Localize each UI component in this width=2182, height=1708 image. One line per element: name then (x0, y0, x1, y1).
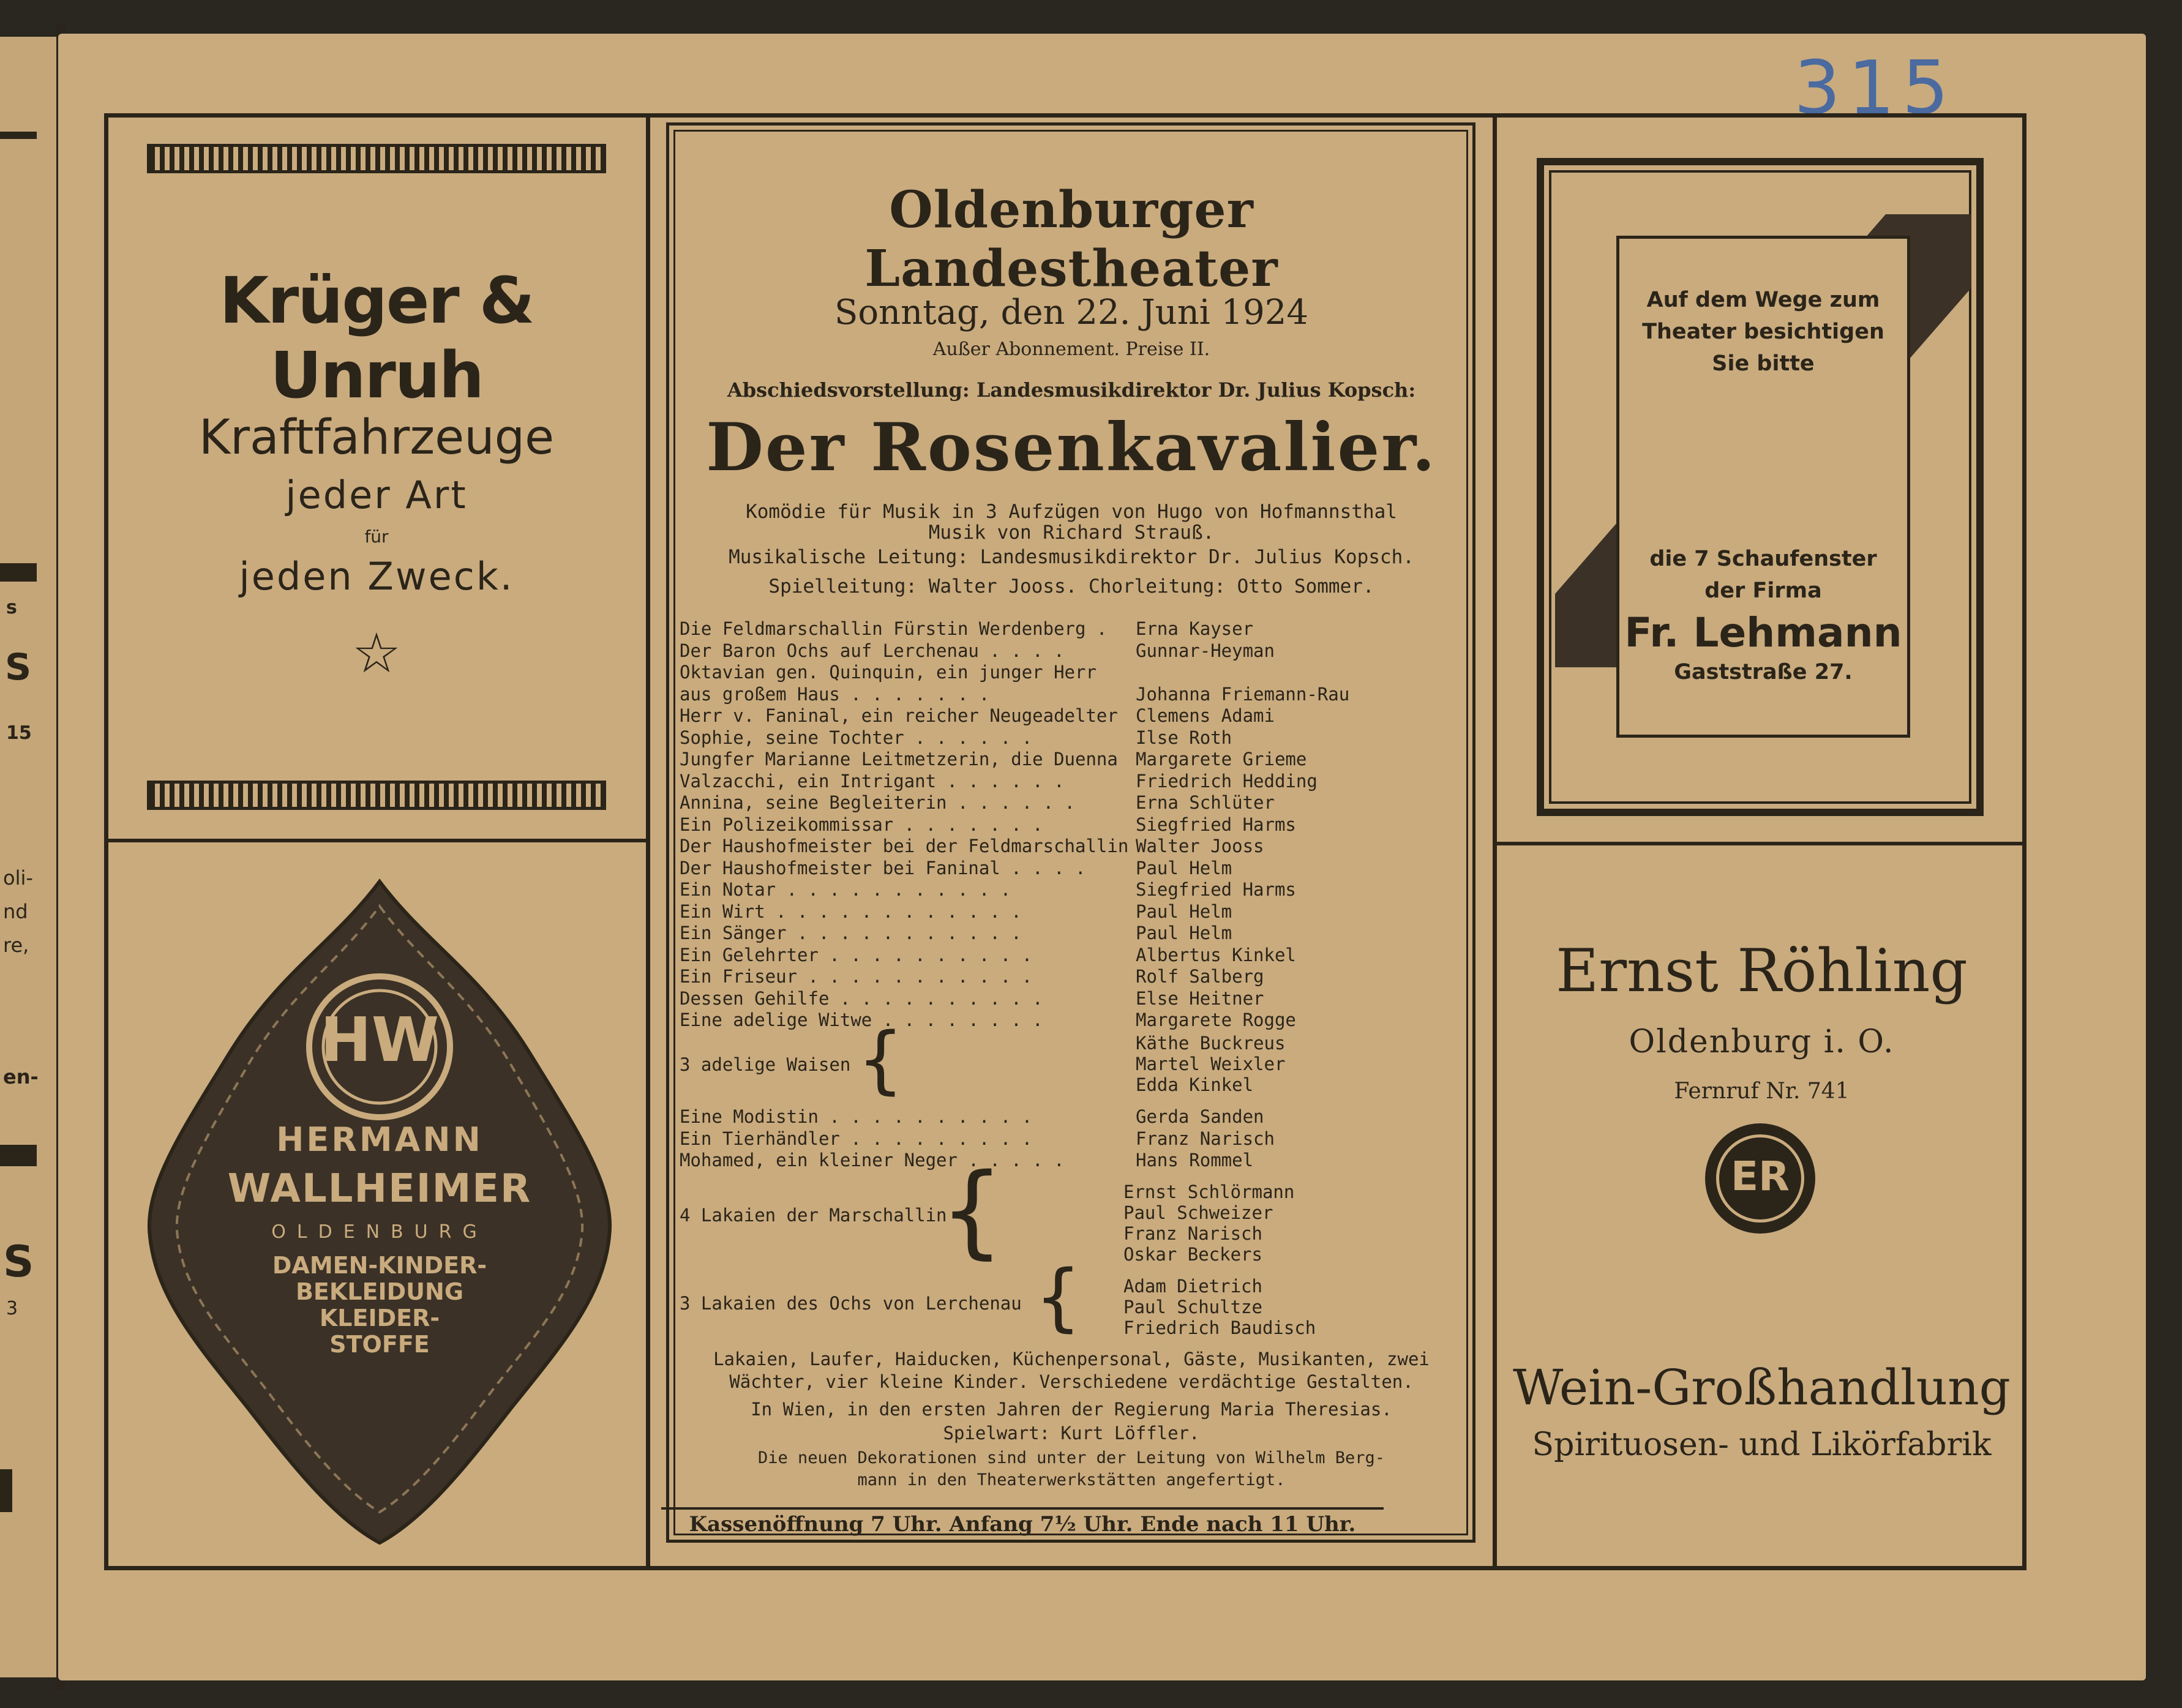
logo-text: STOFFE (329, 1331, 430, 1358)
actor-name: Rolf Salberg (1136, 966, 1264, 987)
stage-direction: Spielleitung: Walter Jooss. Chorleitung: Otto Sommer. (768, 575, 1374, 597)
prev-fragment: S (3, 1237, 34, 1287)
ad-line: Theater besichtigen (1642, 320, 1884, 344)
ad-line: Sie bitte (1712, 351, 1815, 376)
role-name: Mohamed, ein kleiner Neger . . . . . (680, 1150, 1065, 1171)
role-name: Ein Wirt . . . . . . . . . . . . (680, 901, 1022, 922)
performance-date: Sonntag, den 22. Juni 1924 (834, 293, 1309, 332)
firm-name: Krüger & Unruh (219, 263, 534, 413)
actor-name: Käthe Buckreus (1136, 1033, 1286, 1054)
actor-name: Oskar Beckers (1123, 1244, 1262, 1265)
business-products: Spirituosen- und Likörfabrik (1532, 1426, 1992, 1463)
firm-phone: Fernruf Nr. 741 (1674, 1079, 1850, 1104)
role-name: Herr v. Faninal, ein reicher Neugeadelter (680, 705, 1118, 726)
business-type: Wein-Großhandlung (1513, 1359, 2011, 1416)
role-name: Der Haushofmeister bei Faninal . . . . (680, 857, 1086, 878)
role-name: Ein Tierhändler . . . . . . . . . (680, 1128, 1033, 1149)
actor-name: Margarete Rogge (1136, 1009, 1296, 1030)
logo-city: OLDENBURG (271, 1221, 488, 1243)
show-times: Kassenöffnung 7 Uhr. Anfang 7½ Uhr. Ende nach 11 Uhr. (689, 1512, 1356, 1537)
left-divider (104, 839, 649, 842)
actor-name: Johanna Friemann-Rau (1136, 683, 1350, 705)
er-logo-icon: ER (1705, 1123, 1815, 1234)
ad-line: Kraftfahrzeuge (198, 410, 555, 465)
firm-name: Ernst Röhling (1556, 937, 1968, 1005)
actor-name: Friedrich Baudisch (1123, 1317, 1316, 1338)
prev-fragment: 15 (6, 722, 32, 744)
logo-text: BEKLEIDUNG (295, 1278, 464, 1305)
actor-name: Friedrich Hedding (1136, 770, 1318, 792)
role-name: Oktavian gen. Quinquin, ein junger Herr (680, 662, 1097, 683)
ad-line: jeden Zweck. (239, 554, 514, 599)
setting-line: In Wien, in den ersten Jahren der Regierung Maria Theresias. (751, 1399, 1392, 1420)
actor-name: Paul Helm (1136, 923, 1232, 943)
role-name: Eine Modistin . . . . . . . . . . (680, 1106, 1033, 1127)
prev-rule (0, 132, 37, 139)
role-name: 3 adelige Waisen (680, 1054, 851, 1075)
stage-manager: Spielwart: Kurt Löffler. (943, 1423, 1200, 1444)
role-name: aus großem Haus . . . . . . . (680, 683, 990, 705)
ad-line: die 7 Schaufenster (1649, 547, 1877, 571)
role-name: Sophie, seine Tochter . . . . . . (680, 727, 1033, 748)
actor-name: Hans Rommel (1136, 1150, 1254, 1171)
actor-name: Walter Jooss (1136, 836, 1264, 856)
actor-name: Martel Weixler (1136, 1054, 1286, 1074)
ad-line: für (364, 526, 389, 547)
prev-fragment: re, (3, 934, 29, 957)
music-direction: Musikalische Leitung: Landesmusikdirektor Dr. Julius Kopsch. (729, 546, 1414, 568)
prev-fragment: nd (3, 900, 28, 923)
role-name: Ein Sänger . . . . . . . . . . . (680, 923, 1022, 943)
extras-line: Lakaien, Laufer, Haiducken, Küchenpersonal, Gäste, Musikanten, zwei (713, 1349, 1430, 1369)
rule (661, 1507, 1384, 1510)
theater-name: Oldenburger Landestheater (864, 181, 1278, 298)
opera-title: Der Rosenkavalier. (706, 409, 1437, 486)
actor-name: Margarete Grieme (1136, 749, 1307, 770)
actor-name: Erna Kayser (1136, 618, 1254, 639)
firm-name: Fr. Lehmann (1624, 609, 1902, 656)
prev-rule (0, 563, 37, 582)
actor-name: Edda Kinkel (1136, 1074, 1254, 1095)
actor-name: Erna Schlüter (1136, 792, 1275, 813)
ornament-border (147, 144, 606, 173)
actor-name: Siegfried Harms (1136, 814, 1296, 835)
role-name: Der Haushofmeister bei der Feldmarschallin (680, 836, 1129, 856)
actor-name: Paul Helm (1136, 901, 1232, 922)
prev-fragment: 3 (6, 1298, 18, 1319)
decor-line: Die neuen Dekorationen sind unter der Leitung von Wilhelm Berg- (757, 1448, 1385, 1467)
opera-subtitle: Komödie für Musik in 3 Aufzügen von Hugo von Hofmannsthal (746, 501, 1397, 523)
prev-fragment: s (6, 597, 17, 618)
role-name: Die Feldmarschallin Fürstin Werdenberg . (680, 618, 1108, 639)
actor-name: Albertus Kinkel (1136, 944, 1296, 965)
actor-name: Clemens Adami (1136, 705, 1275, 726)
actor-name: Else Heitner (1136, 987, 1264, 1009)
previous-page-edge (0, 37, 61, 1677)
actor-name: Paul Schweizer (1123, 1202, 1273, 1223)
role-name: 3 Lakaien des Ochs von Lerchenau (680, 1293, 1022, 1314)
prev-rule (0, 1145, 37, 1166)
actor-name: Franz Narisch (1136, 1128, 1275, 1149)
role-name: Ein Polizeikommissar . . . . . . . (680, 814, 1043, 835)
firm-address: Gaststraße 27. (1674, 660, 1853, 684)
ornament-border (147, 781, 606, 810)
role-name: Ein Notar . . . . . . . . . . . (680, 879, 1011, 900)
ad-line: jeder Art (285, 473, 468, 517)
extras-line: Wächter, vier kleine Kinder. Verschiedene verdächtige Gestalten. (729, 1371, 1414, 1392)
actor-name: Gerda Sanden (1136, 1106, 1264, 1127)
role-name: Ein Gelehrter . . . . . . . . . . (680, 944, 1033, 965)
handwritten-page-number: 315 (1794, 46, 1957, 131)
farewell-note: Abschiedsvorstellung: Landesmusikdirektor Dr. Julius Kopsch: (727, 378, 1416, 402)
prev-rule (0, 1469, 12, 1512)
logo-text: DAMEN-KINDER- (272, 1252, 487, 1279)
actor-name: Paul Helm (1136, 857, 1232, 878)
role-name: 4 Lakaien der Marschallin (680, 1205, 947, 1226)
right-divider (1494, 842, 2026, 845)
actor-name: Siegfried Harms (1136, 879, 1296, 900)
role-name: Valzacchi, ein Intrigant . . . . . . (680, 770, 1065, 792)
prev-fragment: en- (3, 1065, 39, 1088)
decor-line: mann in den Theaterwerkstätten angefertigt. (857, 1470, 1286, 1489)
wallheimer-logo-icon (138, 869, 621, 1555)
logo-text: KLEIDER- (319, 1305, 440, 1332)
brace-icon: { (1035, 1255, 1082, 1340)
prev-fragment: S (5, 646, 32, 689)
role-name: Jungfer Marianne Leitmetzerin, die Duenna (680, 749, 1118, 770)
ad-line: der Firma (1704, 579, 1822, 603)
prev-fragment: oli- (3, 866, 33, 890)
role-name: Ein Friseur . . . . . . . . . . . (680, 966, 1033, 987)
actor-name: Paul Schultze (1123, 1297, 1262, 1317)
role-name: Annina, seine Begleiterin . . . . . . (680, 792, 1076, 813)
composer-line: Musik von Richard Strauß. (928, 522, 1215, 544)
brace-icon: { (940, 1152, 1004, 1269)
logo-name: WALLHEIMER (227, 1166, 532, 1212)
actor-name: Franz Narisch (1123, 1223, 1262, 1244)
star-icon: ☆ (351, 621, 402, 686)
actor-name: Gunnar-Heyman (1136, 640, 1275, 661)
actor-name: Ilse Roth (1136, 727, 1232, 748)
actor-name: Ernst Schlörmann (1123, 1182, 1295, 1202)
role-name: Dessen Gehilfe . . . . . . . . . . (680, 987, 1043, 1009)
logo-name: HERMANN (276, 1120, 483, 1159)
brace-icon: { (857, 1017, 904, 1103)
firm-city: Oldenburg i. O. (1629, 1024, 1895, 1060)
role-name: Der Baron Ochs auf Lerchenau . . . . (680, 640, 1065, 661)
role-name: Eine adelige Witwe . . . . . . . . (680, 1009, 1043, 1030)
logo-monogram: HW (320, 1004, 439, 1076)
actor-name: Adam Dietrich (1123, 1276, 1262, 1297)
subscription-note: Außer Abonnement. Preise II. (932, 339, 1210, 360)
ad-line: Auf dem Wege zum (1646, 288, 1880, 312)
